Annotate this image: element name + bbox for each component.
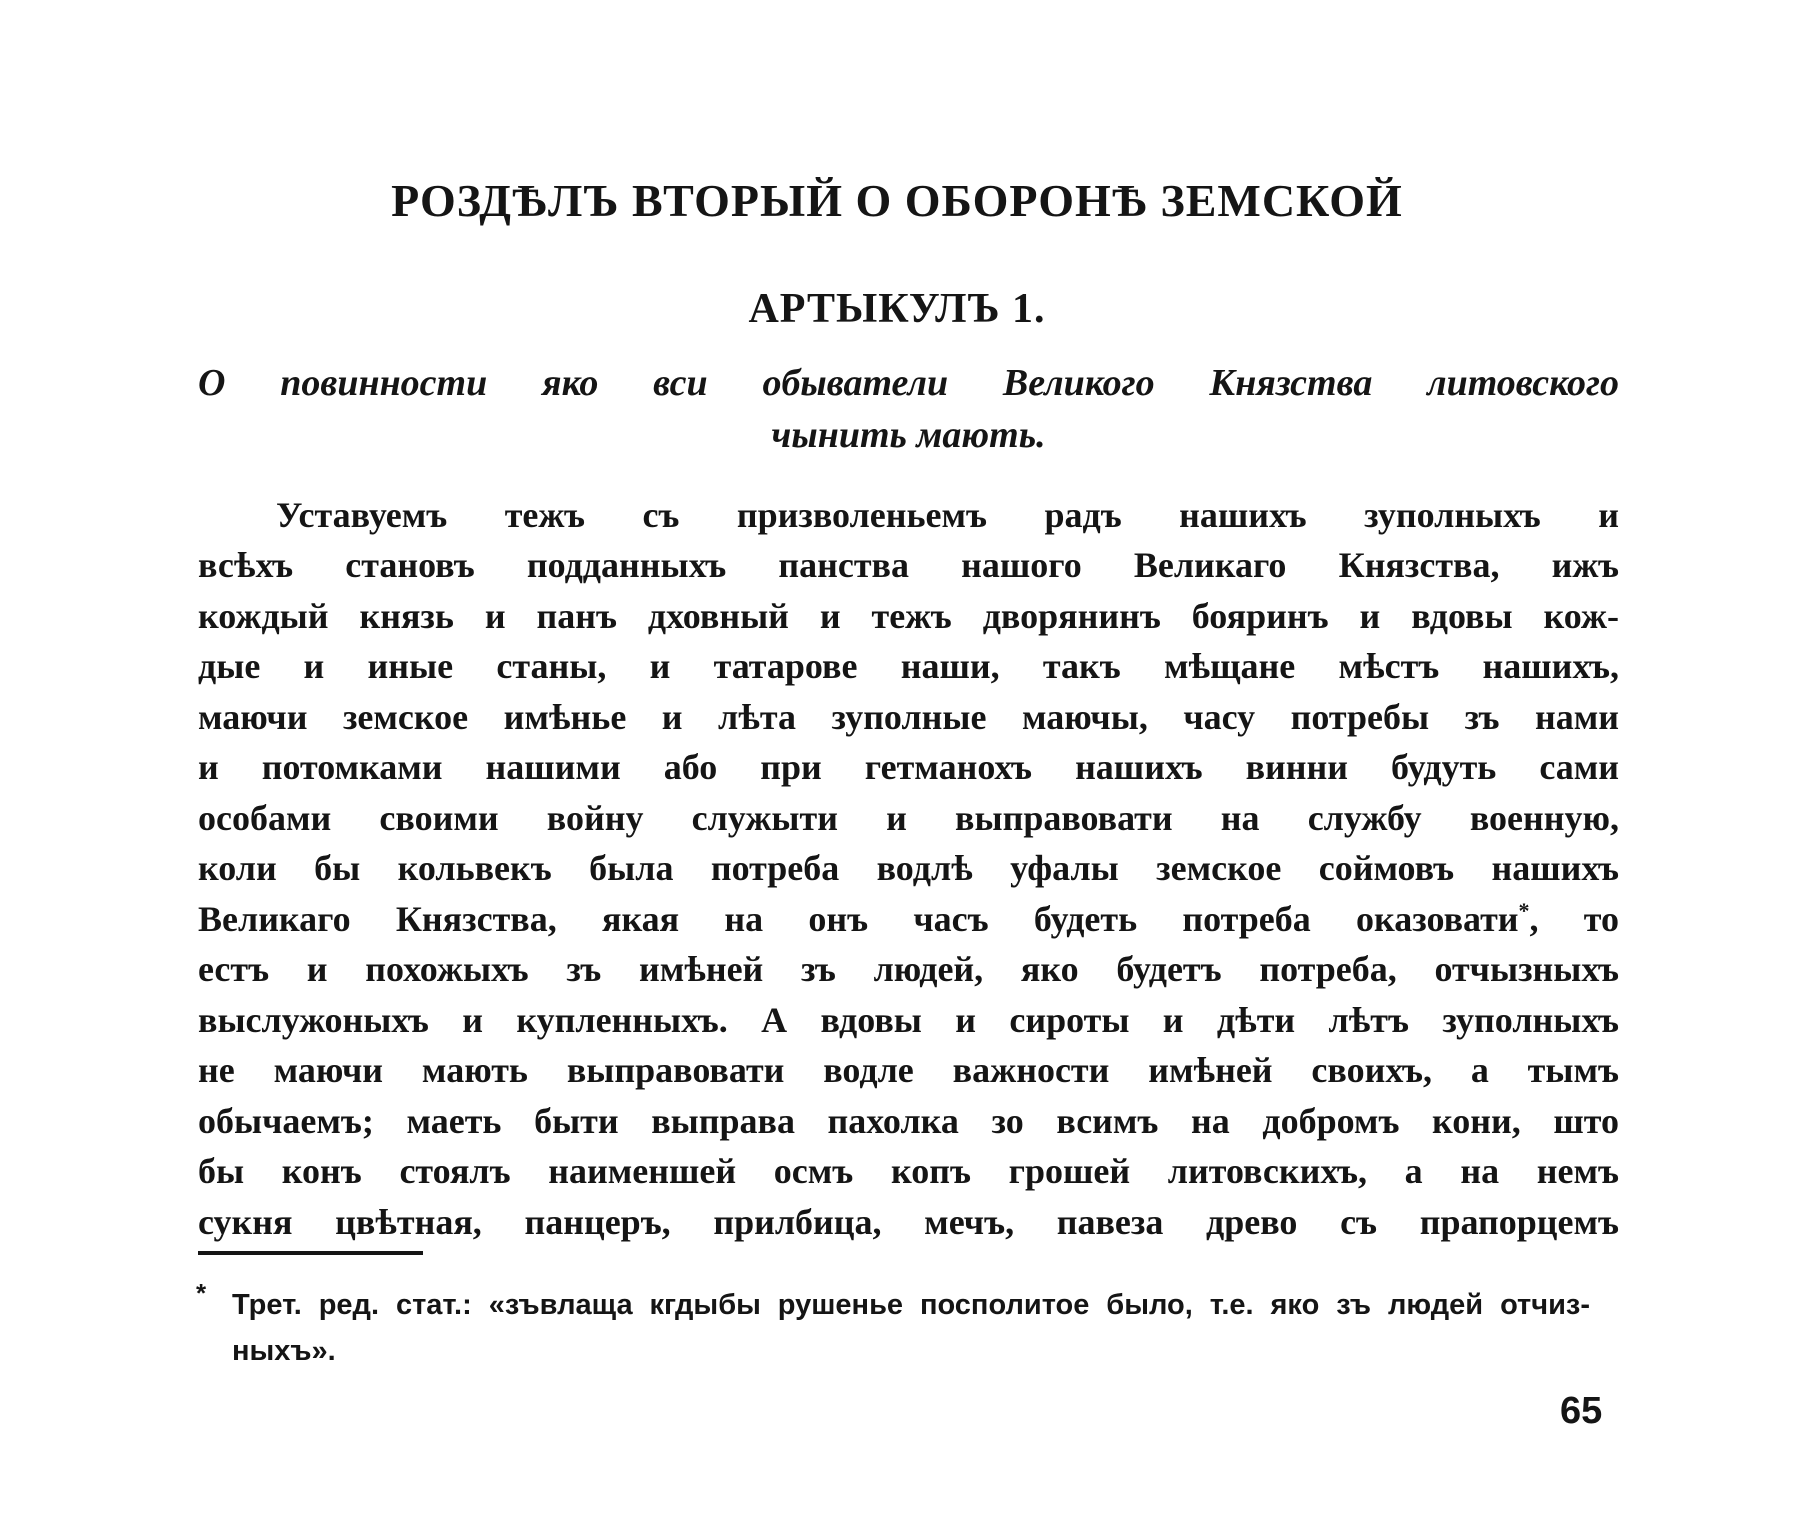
body-line-with-footnote	[198, 894, 1619, 944]
body-line: бы конъ стоялъ наименшей осмъ копъ грошей литовскихъ, а на немъ	[198, 1151, 1619, 1191]
footnote-line-2: ныхъ».	[232, 1335, 336, 1367]
article-subtitle-line-2: чынить мають.	[771, 414, 1046, 456]
body-line: кождый князь и панъ дховный и тежъ дворянинъ бояринъ и вдовы кож-	[198, 596, 1619, 636]
body-line: и потомками нашими або при гетманохъ нашихъ винни будуть сами	[198, 747, 1619, 787]
article-subtitle-line-1: О повинности яко вси обыватели Великого Князства литовского	[198, 362, 1619, 404]
body-line: Уставуемъ тежъ съ призволеньемъ радъ нашихъ зуполныхъ и	[276, 495, 1619, 535]
footnote-line-1: Трет. ред. стат.: «зъвлаща кгдыбы рушенье посполитое было, т.е. яко зъ людей отчиз-	[232, 1289, 1590, 1321]
page-number: 65	[1560, 1390, 1603, 1432]
body-line: коли бы кольвекъ была потреба водлѣ уфалы земское соймовъ нашихъ	[198, 848, 1619, 888]
body-line: дые и иные станы, и татарове наши, такъ мѣщане мѣстъ нашихъ,	[198, 646, 1619, 686]
body-line: выслужоныхъ и купленныхъ. А вдовы и сироты и дѣти лѣтъ зуполныхъ	[198, 1000, 1619, 1040]
body-line: особами своими войну служыти и выправовати на службу военную,	[198, 798, 1619, 838]
body-line-tail: , то	[1529, 899, 1619, 939]
body-line: маючи земское имѣнье и лѣта зуполные маючы, часу потребы зъ нами	[198, 697, 1619, 737]
body-line: не маючи мають выправовати водле важности имѣней своихъ, а тымъ	[198, 1050, 1619, 1090]
body-line: естъ и похожыхъ зъ имѣней зъ людей, яко будетъ потреба, отчызныхъ	[198, 949, 1619, 989]
body-line: обычаемъ; маеть быти выправа пахолка зо всимъ на добромъ кони, што	[198, 1101, 1619, 1141]
section-title: РОЗДѢЛЪ ВТОРЫЙ О ОБОРОНѢ ЗЕМСКОЙ	[391, 175, 1403, 226]
footnote-divider	[198, 1251, 423, 1255]
footnote-reference[interactable]: *	[1518, 898, 1530, 923]
article-title: АРТЫКУЛЪ 1.	[748, 286, 1046, 332]
footnote-mark: *	[196, 1278, 207, 1308]
body-line-text: Великаго Князства, якая на онъ часъ будеть потреба оказовати	[198, 899, 1519, 939]
body-line: сукня цвѣтная, панцеръ, прилбица, мечъ, павеза древо съ прапорцемъ	[198, 1202, 1619, 1242]
body-line: всѣхъ становъ подданныхъ панства нашого Великаго Князства, ижъ	[198, 545, 1619, 585]
